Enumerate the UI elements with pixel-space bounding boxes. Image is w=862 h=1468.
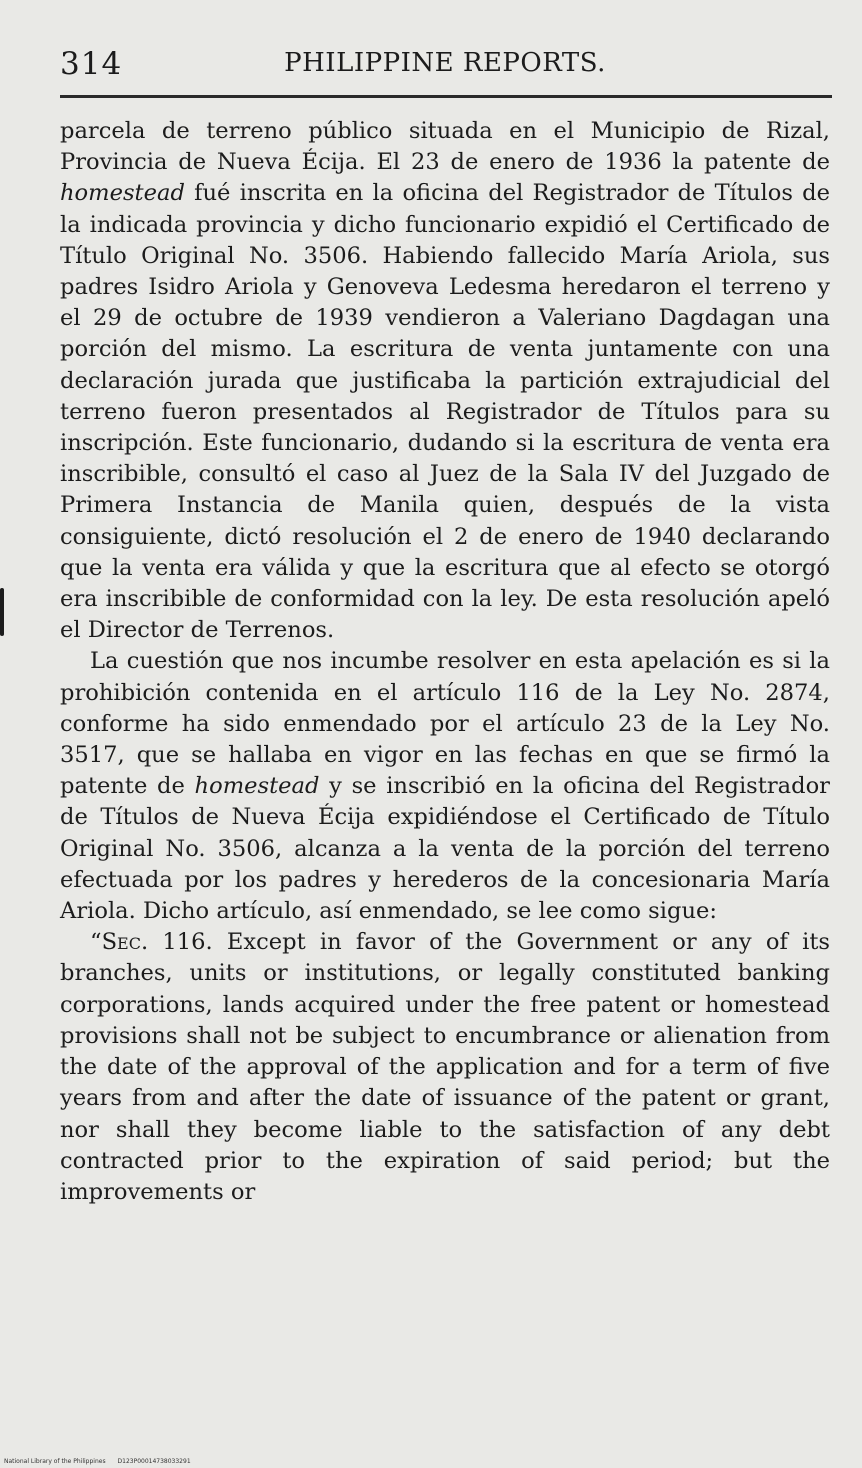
library-credit: National Library of the Philippines <box>4 1458 106 1465</box>
page-header <box>60 42 830 92</box>
body-text <box>60 116 830 1208</box>
scan-edge-mark <box>0 588 4 636</box>
header-rule <box>60 95 832 98</box>
scan-footer <box>4 1458 201 1465</box>
running-head: PHILIPPINE REPORTS. <box>284 48 606 78</box>
scan-code: D123P00014738033291 <box>117 1458 191 1465</box>
paragraph-2: La cuestión que nos incumbe resolver en esta apelación es si la prohibición contenida en el artículo 116 de la Ley No. 2874, conforme ha sido enmendado por el artículo 23 de la Ley No. 3517, que se hallaba en vigor en las fechas en que se firmó la patente de homestead y se inscribió en la oficina del Registrador de Títulos de Nueva Écija expidiéndose el Certificado de Título Original No. 3506, alcanza a la venta de la porción del terreno efectuada por los padres y herederos de la concesionaria María Ariola. Dicho artículo, así enmendado, se lee como sigue: <box>60 648 830 925</box>
page-number: 314 <box>60 46 123 82</box>
quoted-section: “Sec. 116. Except in favor of the Government or any of its branches, units or institutions, or legally constituted banking corporations, lands acquired under the free patent or homestead provisions shall not be subject to encumbrance or alienation from the date of the approval of the application and for a term of five years from and after the date of issuance of the patent or grant, nor shall they become liable to the satisfaction of any debt contracted prior to the expiration of said period; but the improvements or <box>60 929 830 1205</box>
paragraph-1: parcela de terreno público situada en el Municipio de Rizal, Provincia de Nueva Écija. El 23 de enero de 1936 la patente de homestead fué inscrita en la oficina del Registrador de Títulos de la indicada provincia y dicho funcionario expidió el Certificado de Título Original No. 3506. Habiendo fallecido María Ariola, sus padres Isidro Ariola y Genoveva Ledesma heredaron el terreno y el 29 de octubre de 1939 vendieron a Valeriano Dagdagan una porción del mismo. La escritura de venta juntamente con una declaración jurada que justificaba la partición extrajudicial del terreno fueron presentados al Registrador de Títulos para su inscripción. Este funcionario, dudando si la escritura de venta era inscribible, consultó el caso al Juez de la Sala IV del Juzgado de Primera Instancia de Manila quien, después de la vista consiguiente, dictó resolución el 2 de enero de 1940 declarando que la venta era válida y que la escritura que al efecto se otorgó era inscribible de conformidad con la ley. De esta resolución apeló el Director de Terrenos. <box>60 118 830 644</box>
